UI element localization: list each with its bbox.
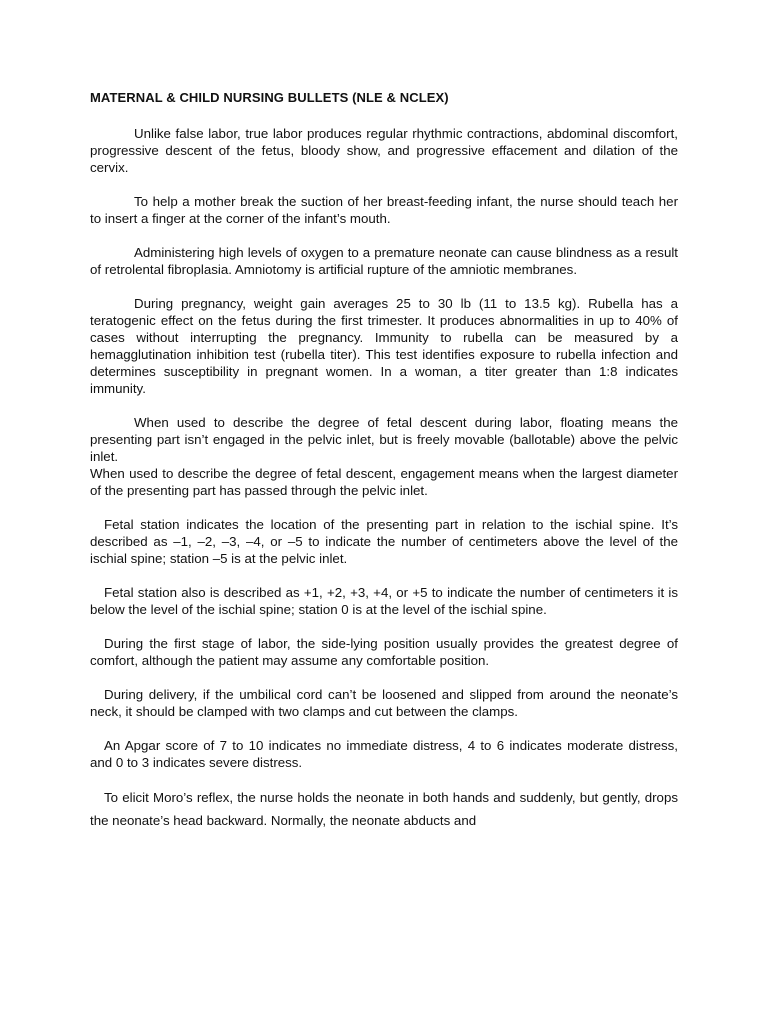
- paragraph-moro-reflex: To elicit Moro’s reflex, the nurse holds the neonate in both hands and suddenly, but gently, drops the neonate’s head backward. Normally, the neonate abducts and: [90, 790, 678, 828]
- paragraph-first-stage-labor: During the first stage of labor, the side-lying position usually provides the greatest degree of comfort, although the patient may assume any comfortable position.: [90, 636, 678, 668]
- paragraph-umbilical-cord: During delivery, if the umbilical cord can’t be loosened and slipped from around the neonate’s neck, it should be clamped with two clamps and cut between the clamps.: [90, 687, 678, 719]
- paragraph-true-labor: Unlike false labor, true labor produces regular rhythmic contractions, abdominal discomfort, progressive descent of the fetus, bloody show, and progressive effacement and dilation of the cervix.: [90, 126, 678, 175]
- paragraph-oxygen-neonate: Administering high levels of oxygen to a premature neonate can cause blindness as a result of retrolental fibroplasia. Amniotomy is artificial rupture of the amniotic membranes.: [90, 245, 678, 277]
- paragraph-engagement: When used to describe the degree of fetal descent, engagement means when the largest diameter of the presenting part has passed through the pelvic inlet.: [90, 466, 678, 498]
- paragraph-pregnancy-weight-rubella: During pregnancy, weight gain averages 25 to 30 lb (11 to 13.5 kg). Rubella has a teratogenic effect on the fetus during the first trimester. It produces abnormalities in up to 40% of cases without interrupting the pregnancy. Immunity to rubella can be measured by a hemagglutination inhibition test (rubella titer). This test identifies exposure to rubella infection and determines susceptibility in pregnant women. In a woman, a titer greater than 1:8 indicates immunity.: [90, 296, 678, 396]
- paragraph-fetal-station-plus: Fetal station also is described as +1, +2, +3, +4, or +5 to indicate the number of centimeters it is below the level of the ischial spine; station 0 is at the level of the ischial spine.: [90, 585, 678, 617]
- paragraph-breast-feeding: To help a mother break the suction of her breast-feeding infant, the nurse should teach her to insert a finger at the corner of the infant’s mouth.: [90, 194, 678, 226]
- document-title: MATERNAL & CHILD NURSING BULLETS (NLE & NCLEX): [90, 90, 449, 105]
- paragraph-fetal-station-minus: Fetal station indicates the location of the presenting part in relation to the ischial spine. It’s described as –1, –2, –3, –4, or –5 to indicate the number of centimeters above the level of the ischial spine; station –5 is at the pelvic inlet.: [90, 517, 678, 566]
- document-page: [90, 90, 678, 849]
- paragraph-floating: When used to describe the degree of fetal descent during labor, floating means the presenting part isn’t engaged in the pelvic inlet, but is freely movable (ballotable) above the pelvic inlet.: [90, 415, 678, 464]
- paragraph-apgar-score: An Apgar score of 7 to 10 indicates no immediate distress, 4 to 6 indicates moderate distress, and 0 to 3 indicates severe distress.: [90, 738, 678, 770]
